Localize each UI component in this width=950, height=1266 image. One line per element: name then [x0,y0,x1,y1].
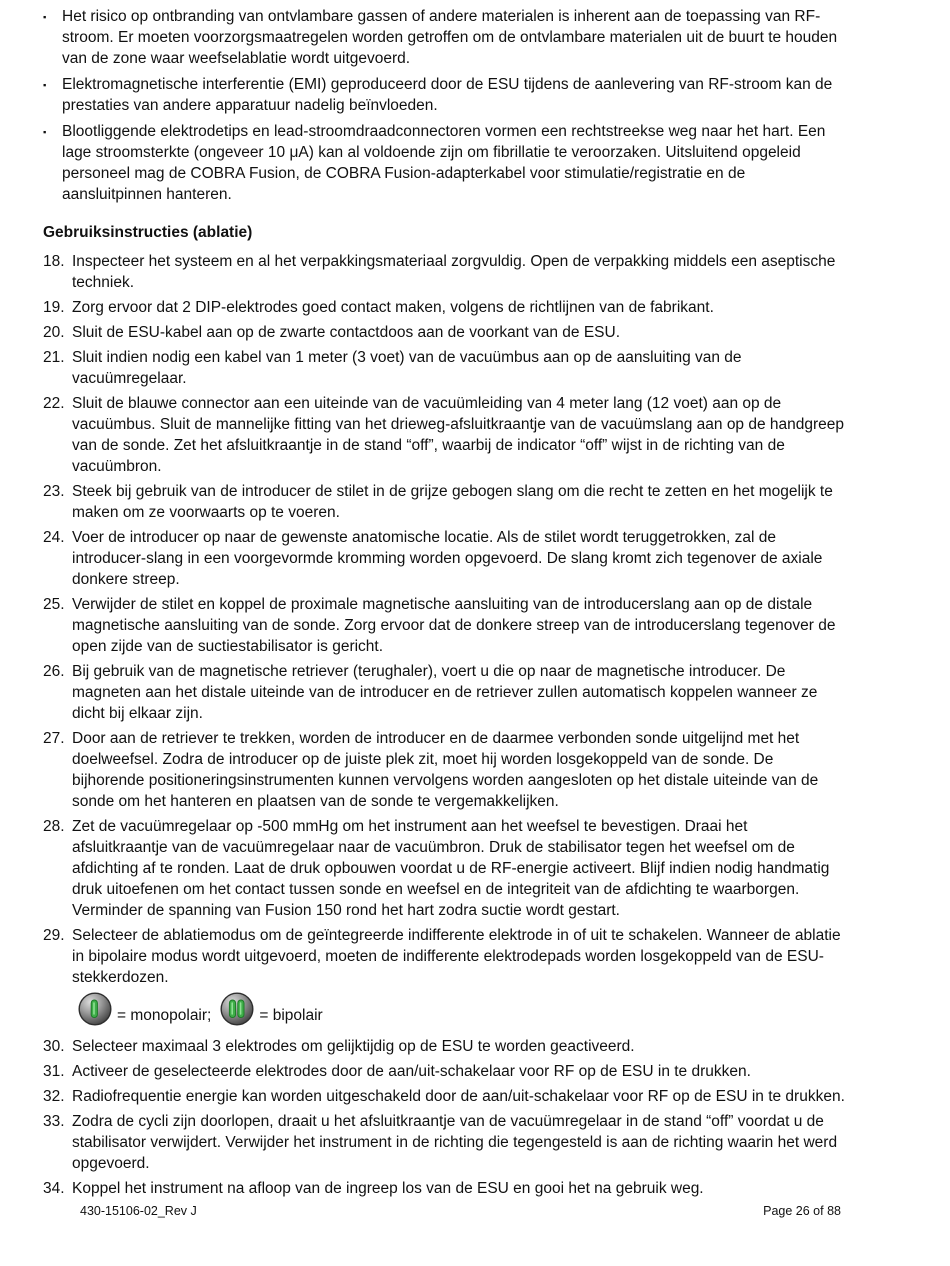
bipolar-mode-icon [220,992,254,1026]
instruction-number: 26. [43,663,65,680]
instruction-item [43,347,847,389]
instruction-number: 31. [43,1063,65,1080]
monopolar-mode-icon [78,992,112,1026]
instruction-number: 22. [43,395,65,412]
bullet-text: Blootliggende elektrodetips en lead-stroomdraadconnectoren vormen een rechtstreekse weg naar het hart. Een lage stroomsterkte (ongeveer 10 μA) kan al voldoende zijn om fibrillatie te veroorzaken. Uitsluitend opgeleid personeel mag de COBRA Fusion, de COBRA Fusion-adapterkabel voor stimulatie/registratie en de aansluitpinnen hanteren. [62,123,826,203]
instruction-text: Zorg ervoor dat 2 DIP-elektrodes goed contact maken, volgens de richtlijnen van de fabrikant. [72,299,714,316]
instruction-text: Koppel het instrument na afloop van de ingreep los van de ESU en gooi het na gebruik weg. [72,1180,704,1197]
warning-bullets [43,6,847,205]
instruction-number: 34. [43,1180,65,1197]
document-number: 430-15106-02_Rev J [80,1204,197,1218]
instruction-number: 32. [43,1088,65,1105]
section-heading: Gebruiksinstructies (ablatie) [43,224,253,241]
instruction-item [43,1036,847,1057]
instruction-text: Inspecteer het systeem en al het verpakkingsmateriaal zorgvuldig. Open de verpakking middels een aseptische techniek. [72,253,836,291]
instruction-item [43,925,847,988]
instruction-item [43,1178,847,1199]
instruction-text: Zet de vacuümregelaar op -500 mmHg om het instrument aan het weefsel te bevestigen. Draai het afsluitkraantje van de vacuümregelaar naar de vacuümbron. Druk de stabilisator tegen het weefsel om de afdichting af te ronden. Laat de druk opbouwen voordat u de RF-energie activeert. Blijf indien nodig handmatig druk uitoefenen om het contact tussen sonde en weefsel en de integriteit van de afdichting te waarborgen. Verminder de spanning van Fusion 150 rond het hart zodra suctie wordt gestart. [72,818,830,919]
instruction-text: Radiofrequentie energie kan worden uitgeschakeld door de aan/uit-schakelaar voor RF op de ESU in te drukken. [72,1088,845,1105]
instruction-number: 30. [43,1038,65,1055]
instruction-item [43,1111,847,1174]
instruction-item [43,251,847,293]
instruction-text: Steek bij gebruik van de introducer de stilet in de grijze gebogen slang om die recht te zetten en het mogelijk te maken om ze voorwaarts op te voeren. [72,483,833,521]
instruction-item [43,816,847,921]
bullet-text: Het risico op ontbranding van ontvlambare gassen of andere materialen is inherent aan de toepassing van RF-stroom. Er moeten voorzorgsmaatregelen worden getroffen om de ontvlambare materialen uit de buurt te houden van de zone waar weefselablatie wordt uitgevoerd. [62,8,838,67]
bullet-marker-icon: ▪ [43,80,47,91]
bullet-marker-icon: ▪ [43,127,47,138]
instruction-number: 20. [43,324,65,341]
instruction-item [43,393,847,477]
instruction-text: Sluit de ESU-kabel aan op de zwarte contactdoos aan de voorkant van de ESU. [72,324,621,341]
page-footer [43,1203,847,1219]
instruction-text: Selecteer maximaal 3 elektrodes om gelijktijdig op de ESU te worden geactiveerd. [72,1038,635,1055]
monopolar-label: = monopolair; [117,1007,212,1024]
bullet-item [43,6,847,69]
instruction-number: 23. [43,483,65,500]
bullet-item [43,121,847,205]
bullet-text: Elektromagnetische interferentie (EMI) geproduceerd door de ESU tijdens de aanlevering van RF-stroom kan de prestaties van andere apparatuur nadelig beïnvloeden. [62,76,833,114]
instruction-text: Zodra de cycli zijn doorlopen, draait u het afsluitkraantje van de vacuümregelaar in de stand “off” voordat u de stabilisator verwijdert. Verwijder het instrument in de richting die tegengesteld is aan de richting waarin het werd opgevoerd. [72,1113,838,1172]
instruction-text: Door aan de retriever te trekken, worden de introducer en de daarmee verbonden sonde uitgelijnd met het doelweefsel. Zodra de introducer op de juiste plek zit, moet hij worden losgekoppeld van de sonde. De bijhorende positioneringsinstrumenten kunnen vervolgens worden aangesloten op het distale uiteinde van de sonde om het hanteren en plaatsen van de sonde te vergemakkelijken. [72,730,819,810]
instruction-number: 28. [43,818,65,835]
instruction-item [43,481,847,523]
bullet-marker-icon: ▪ [43,12,47,23]
instruction-list [43,1036,847,1199]
instruction-list [43,251,847,988]
instruction-text: Voer de introducer op naar de gewenste anatomische locatie. Als de stilet wordt teruggetrokken, zal de introducer-slang in een voorgevormde kromming worden opgevoerd. De slang kromt zich tegenover de axiale donkere streep. [72,529,823,588]
bullet-item [43,74,847,116]
instruction-text: Selecteer de ablatiemodus om de geïntegreerde indifferente elektrode in of uit te schakelen. Wanneer de ablatie in bipolaire modus wordt uitgevoerd, moeten de indifferente elektrodepads worden losgekoppeld van de ESU-stekkerdozen. [72,927,841,986]
instruction-text: Verwijder de stilet en koppel de proximale magnetische aansluiting van de introducerslang aan op de distale magnetische aansluiting van de sonde. Zorg ervoor dat de donkere streep van de introducerslang tegenover de open zijde van de suctiestabilisator is gericht. [72,596,836,655]
instruction-text: Sluit indien nodig een kabel van 1 meter (3 voet) van de vacuümbus aan op de aansluiting van de vacuümregelaar. [72,349,742,387]
instruction-number: 24. [43,529,65,546]
instruction-item [43,322,847,343]
instruction-text: Bij gebruik van de magnetische retriever (terughaler), voert u die op naar de magnetische introducer. De magneten aan het distale uiteinde van de introducer en de retriever zullen automatisch koppelen wanneer ze dicht bij elkaar zijn. [72,663,818,722]
instruction-item [43,594,847,657]
page-number: Page 26 of 88 [763,1204,841,1218]
instruction-number: 25. [43,596,65,613]
instruction-item [43,728,847,812]
instruction-number: 21. [43,349,65,366]
instruction-number: 29. [43,927,65,944]
instruction-item [43,661,847,724]
instruction-item [43,297,847,318]
instruction-number: 27. [43,730,65,747]
bipolar-label: = bipolair [259,1007,323,1024]
instruction-number: 18. [43,253,65,270]
instruction-item [43,527,847,590]
instruction-text: Sluit de blauwe connector aan een uiteinde van de vacuümleiding van 4 meter lang (12 voet) aan op de vacuümbus. Sluit de mannelijke fitting van het drieweg-afsluitkraantje van de vacuümslang aan op de handgreep van de sonde. Zet het afsluitkraantje in de stand “off”, waarbij de indicator “off” wijst in de richting van de vacuümbron. [72,395,845,475]
instruction-text: Activeer de geselecteerde elektrodes door de aan/uit-schakelaar voor RF op de ESU in te drukken. [72,1063,751,1080]
instruction-item [43,1086,847,1107]
instruction-item [43,1061,847,1082]
instruction-number: 19. [43,299,65,316]
mode-legend [78,992,847,1026]
instruction-number: 33. [43,1113,65,1130]
